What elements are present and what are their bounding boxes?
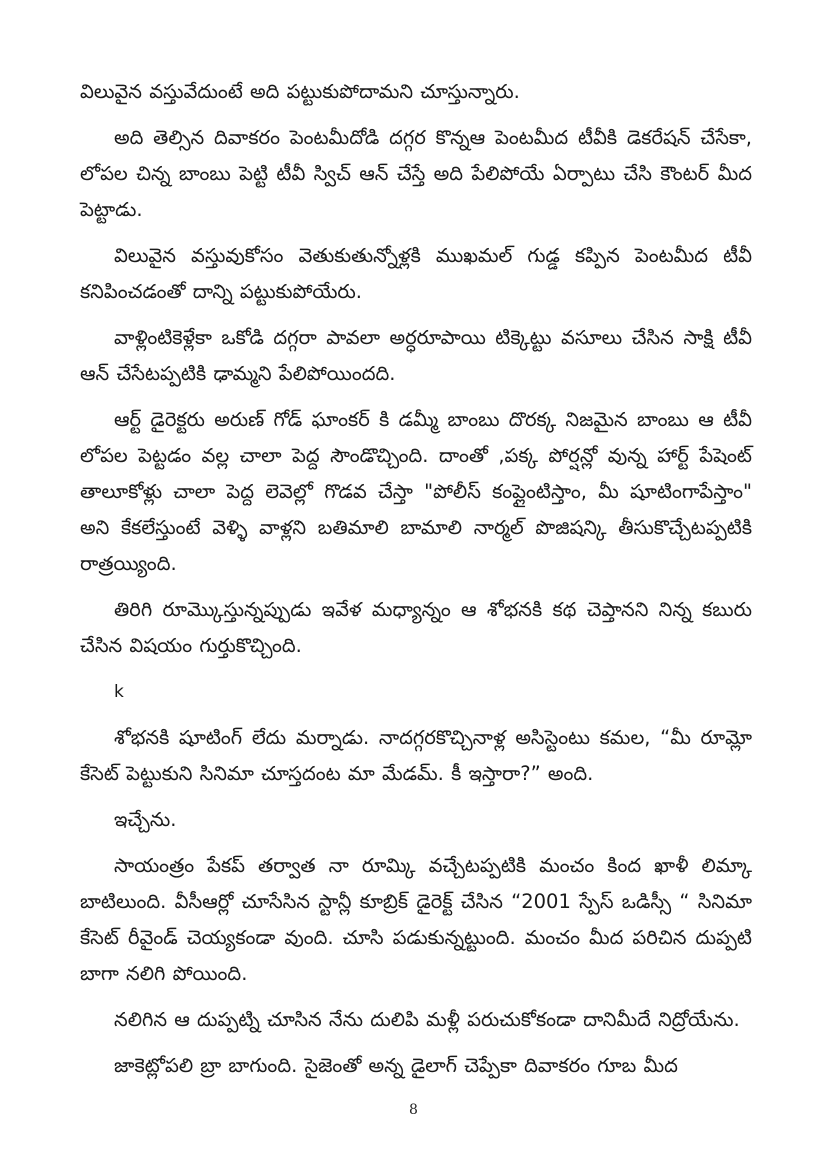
paragraph-3: విలువైన వస్తువుకోసం వెతుకుతున్నోళ్లకి ముఖమల్ గుడ్డ కప్పిన పెంటమీద టీవీ కనిపించడంతో దాన్ని పట్టుకుపోయేరు. <box>80 244 752 303</box>
paragraph-11: జాకెట్లోపలి బ్రా బాగుంది. సైజెంతో అన్న డైలాగ్ చెప్పేకా దివాకరం గూబ మీద <box>114 1054 678 1077</box>
section-marker: k <box>114 682 124 702</box>
paragraph-9: సాయంత్రం పేకప్ తర్వాత నా రూమ్కి వచ్చేటప్పటికి మంచం కింద ఖాళీ లిమ్కా బాటిలుంది. వీసీఆర్లో చూసేసిన స్టాన్లీ కూబ్రిక్ డైరెక్ట్ చేసిన “2001 స్పేస్ ఒడిస్సీ “ సినిమా కేసెట్ రీవైండ్ చెయ్యకండా వుంది. చూసి పడుకున్నట్టుంది. మంచం మీద పరిచిన దుప్పటి బాగా నలిగి పోయింది. <box>80 854 752 985</box>
paragraph-1: విలువైన వస్తువేదుంటే అది పట్టుకుపోదామని చూస్తున్నారు. <box>80 80 520 103</box>
paragraph-8: ఇచ్చేను. <box>114 808 177 831</box>
paragraph-2: అది తెల్సిన దివాకరం పెంటమీదోడి దగ్గర కొన్నఆ పెంటమీద టీవీకి డెకరేషన్ చేసేకా, లోపల చిన్న బాంబు పెట్టి టీవీ స్విచ్ ఆన్ చేస్తే అది పేలిపోయే ఏర్పాటు చేసి కౌంటర్ మీద పెట్టాడు. <box>80 126 752 221</box>
paragraph-4: వాళ్లింటికెళ్లేకా ఒకోడి దగ్గరా పావలా అర్ధరూపాయి టిక్కెట్టు వసూలు చేసిన సాక్షి టీవీ ఆన్ చేసేటప్పటికి ఢామ్మని పేలిపోయిందది. <box>80 326 752 385</box>
paragraph-5: ఆర్ట్ డైరెక్టరు అరుణ్ గోడ్ ఘాంకర్ కి డమ్మీ బాంబు దొరక్క నిజమైన బాంబు ఆ టీవీ లోపల పెట్టడం వల్ల చాలా పెద్ద సౌండొచ్చింది. దాంతో ,పక్క పోర్షన్లో వున్న హార్ట్ పేషెంట్ తాలూకోళ్లు చాలా పెద్ద లెవెల్లో గొడవ చేస్తా "పోలీస్ కంప్లైంటిస్తాం, మీ షూటింగాపేస్తాం" అని కేకలేస్తుంటే వెళ్ళి వాళ్లని బతిమాలి బామాలి నార్మల్ పొజిషన్కి తీసుకొచ్చేటప్పటికి రాత్రయ్యింది. <box>80 408 752 575</box>
document-body <box>80 74 752 1094</box>
paragraph-10: నలిగిన ఆ దుప్పట్ని చూసిన నేను దులిపి మళ్లీ పరుచుకోకండా దానిమీదే నిద్రోయేను. <box>114 1008 740 1031</box>
page-number: 8 <box>409 1102 418 1118</box>
paragraph-7: శోభనకి షూటింగ్ లేదు మర్నాడు. నాదగ్గరకొచ్చినాళ్ల అసిస్టెంటు కమల, “మీ రూమ్లో కేసెట్ పెట్టుకుని సినిమా చూస్తదంట మా మేడమ్. కీ ఇస్తారా?” అంది. <box>80 726 752 785</box>
paragraph-6: తిరిగి రూమ్కొస్తున్నప్పుడు ఇవేళ మధ్యాన్నం ఆ శోభనకి కథ చెప్తానని నిన్న కబురు చేసిన విషయం గుర్తుకొచ్చింది. <box>80 598 752 657</box>
